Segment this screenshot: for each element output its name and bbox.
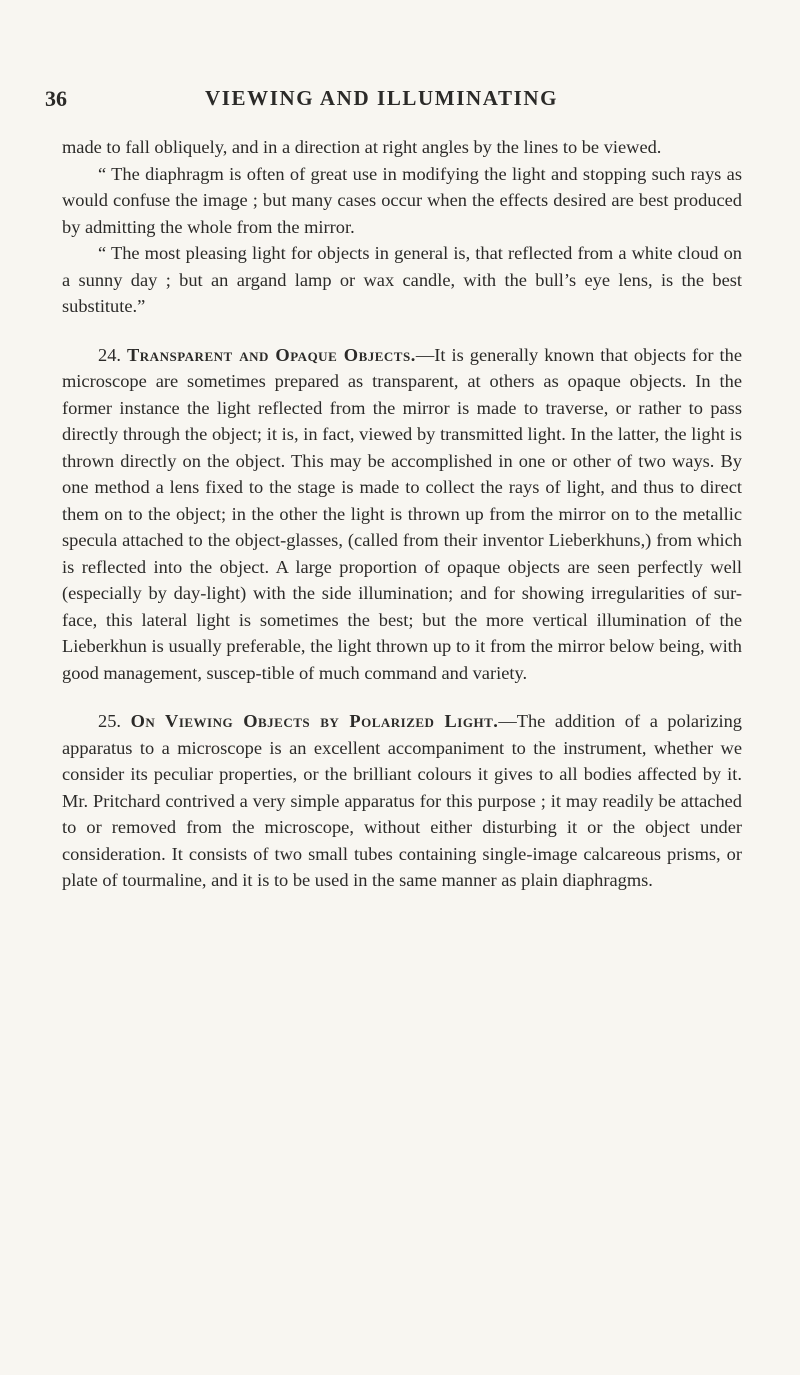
section-24-heading: Transparent and Opaque Objects. <box>127 344 416 365</box>
section-24-text: —It is generally known that objects for the microscope are sometimes prepared as transparent, at others as opaque objects. In the former instance the light reflected from the mirror is made to traverse, or rather to pass directly through the object; it is, in fact, viewed by transmitted light. In the latter, the light is thrown directly on the object. This may be accomplished in one or other of two ways. By one method a lens fixed to the stage is made to collect the rays of light, and thus to direct them on to the object; in the other the light is thrown up from the mirror on to the metallic specula attached to the object-glasses, (called from their inventor Lieberkhuns,) from which is reflected into the object. A large proportion of opaque objects are seen perfectly well (especially by day-light) with the side illumination; and for showing irregularities of sur-face, this lateral light is sometimes the best; but the more vertical illumination of the Lieberkhun is usually preferable, the light thrown up to it from the mirror below being, with good management, suscep-tible of much command and variety. <box>62 344 742 683</box>
paragraph-light-quote: “ The most pleasing light for objects in general is, that reflected from a white cloud on a sunny day ; but an argand lamp or wax candle, with the bull’s eye lens, is the best substitute.” <box>62 243 742 316</box>
section-25-text: —The addition of a polarizing apparatus to a microscope is an excellent accompaniment to the instrument, whether we consider its peculiar properties, or the brilliant colours it gives to all bodies affected by it. Mr. Pritchard contrived a very simple apparatus for this purpose ; it may readily be attached to or removed from the microscope, without either disturbing it or the object under consideration. It consists of two small tubes containing single-image calcareous prisms, or plate of tourmaline, and it is to be used in the same manner as plain diaphragms. <box>62 711 742 890</box>
page-header <box>45 86 760 120</box>
running-head: VIEWING AND ILLUMINATING <box>205 86 559 110</box>
body-text <box>62 134 742 894</box>
section-24-number: 24. <box>98 344 121 365</box>
section-25-heading: On Viewing Objects by Polarized Light. <box>130 711 499 731</box>
paragraph-diaphragm-quote: “ The diaphragm is often of great use in modifying the light and stopping such rays as would confuse the image ; but many cases occur when the effects desired are best produced by admitting the whole from the mirror. <box>62 163 742 237</box>
section-24 <box>62 342 742 687</box>
section-25 <box>62 708 742 894</box>
paragraph-continuation: made to fall obliquely, and in a direction at right angles by the lines to be viewed. <box>62 137 662 157</box>
section-25-number: 25. <box>98 711 121 731</box>
page-number: 36 <box>45 86 67 111</box>
